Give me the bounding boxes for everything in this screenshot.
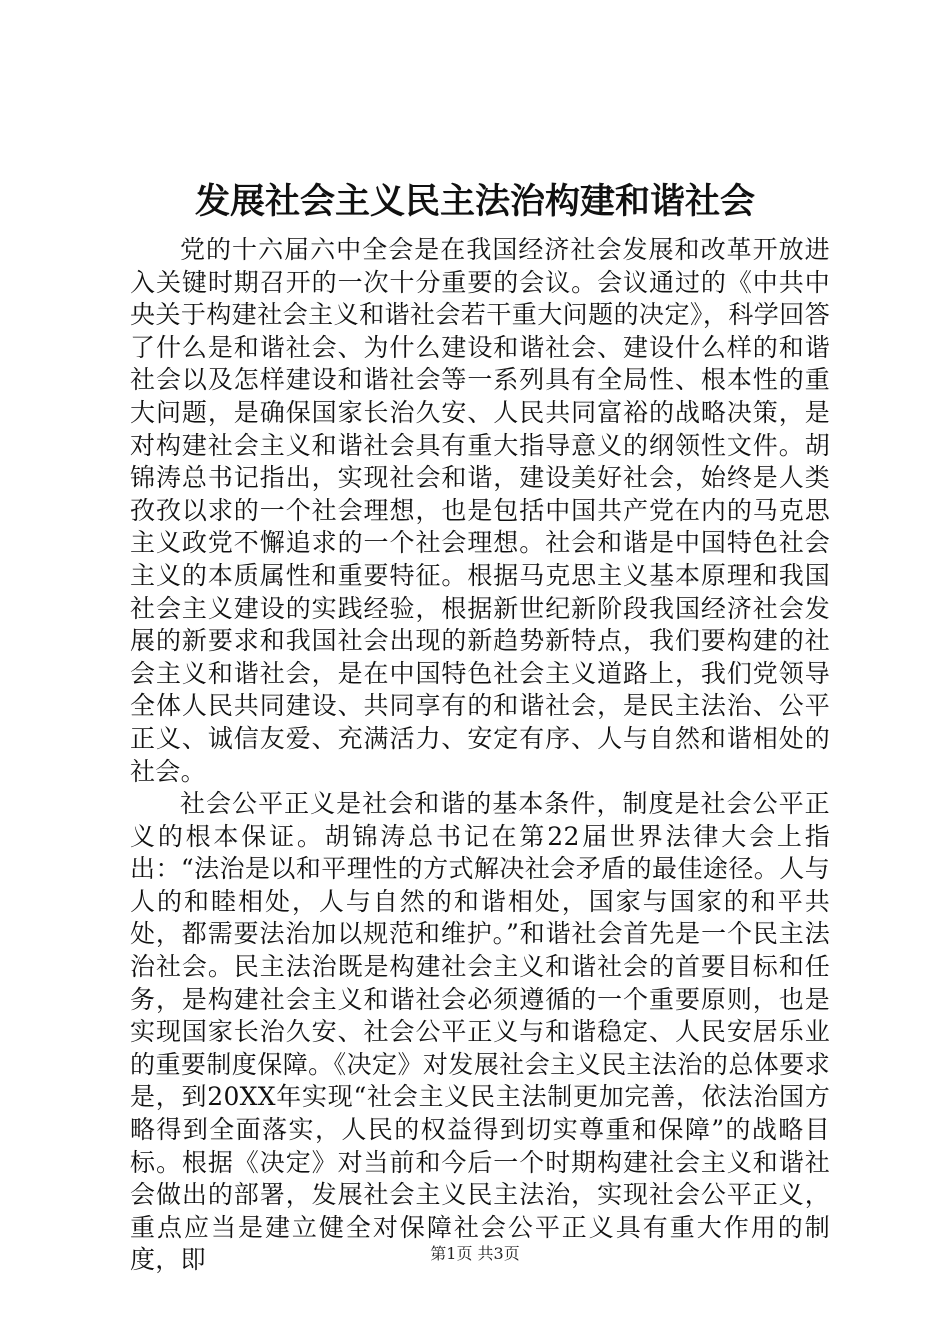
paragraph-2: 社会公平正义是社会和谐的基本条件，制度是社会公平正义的根本保证。胡锦涛总书记在第22届世界法律大会上指出：“法治是以和平理性的方式解决社会矛盾的最佳途径。人与人的和睦相处，人与自然的和谐相处，国家与国家的和平共处，都需要法治加以规范和维护。”和谐社会首先是一个民主法治社会。民主法治既是构建社会主义和谐社会的首要目标和任务，是构建社会主义和谐社会必须遵循的一个重要原则，也是实现国家长治久安、社会公平正义与和谐稳定、人民安居乐业的重要制度保障。《决定》对发展社会主义民主法治的总体要求是，到20XX年实现“社会主义民主法制更加完善，依法治国方略得到全面落实，人民的权益得到切实尊重和保障”的战略目标。根据《决定》对当前和今后一个时期构建社会主义和谐社会做出的部署，发展社会主义民主法治，实现社会公平正义，重点应当是建立健全对保障社会公平正义具有重大作用的制度，即: [130, 789, 830, 1275]
paragraph-1: 党的十六届六中全会是在我国经济社会发展和改革开放进入关键时期召开的一次十分重要的会议。会议通过的《中共中央关于构建社会主义和谐社会若干重大问题的决定》，科学回答了什么是和谐社会、为什么建设和谐社会、建设什么样的和谐社会以及怎样建设和谐社会等一系列具有全局性、根本性的重大问题，是确保国家长治久安、人民共同富裕的战略决策，是对构建社会主义和谐社会具有重大指导意义的纲领性文件。胡锦涛总书记指出，实现社会和谐，建设美好社会，始终是人类孜孜以求的一个社会理想，也是包括中国共产党在内的马克思主义政党不懈追求的一个社会理想。社会和谐是中国特色社会主义的本质属性和重要特征。根据马克思主义基本原理和我国社会主义建设的实践经验，根据新世纪新阶段我国经济社会发展的新要求和我国社会出现的新趋势新特点，我们要构建的社会主义和谐社会，是在中国特色社会主义道路上，我们党领导全体人民共同建设、共同享有的和谐社会，是民主法治、公平正义、诚信友爱、充满活力、安定有序、人与自然和谐相处的社会。: [130, 235, 830, 786]
document-title: 发展社会主义民主法治构建和谐社会: [194, 181, 755, 222]
page-footer: 第1页 共3页: [430, 1244, 520, 1263]
document-body: [130, 234, 830, 1277]
